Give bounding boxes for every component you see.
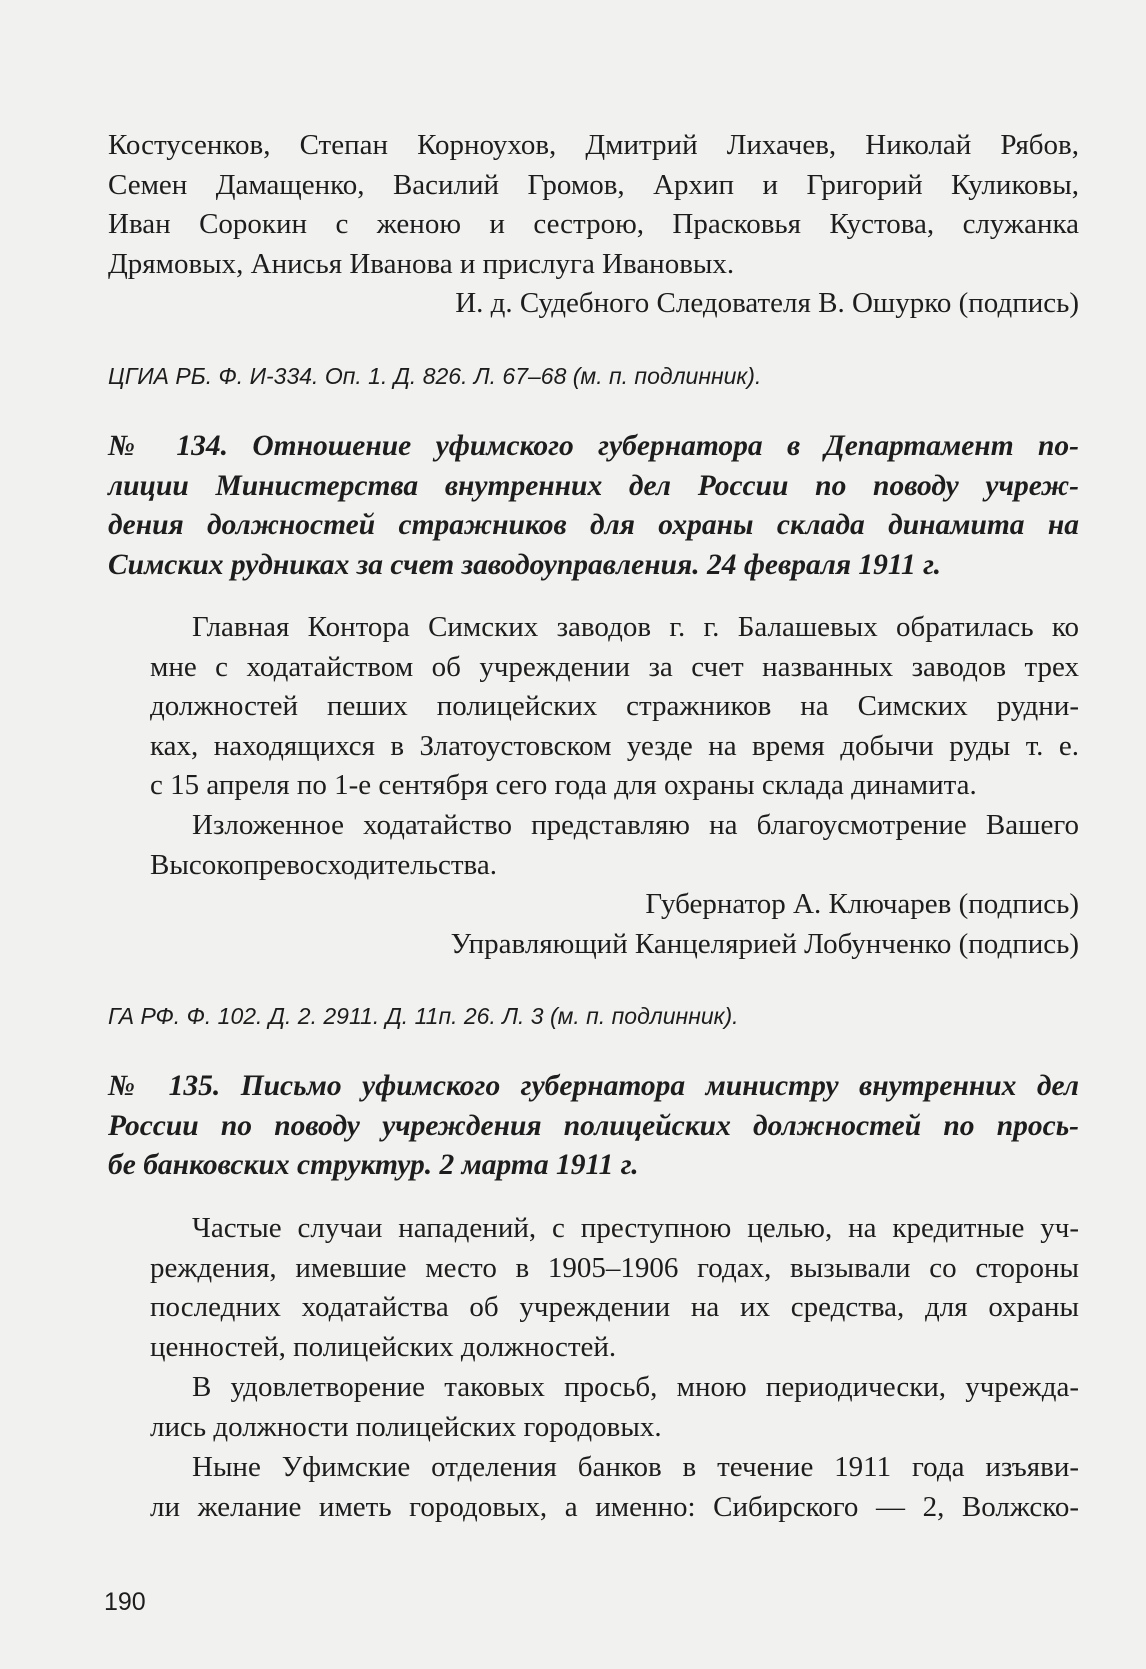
doc-134-paragraph-2 bbox=[108, 806, 1079, 885]
source-citation-1 bbox=[108, 361, 1079, 391]
text-line: ценностей, полицейских должностей. bbox=[150, 1330, 617, 1363]
text-line: с 15 апреля по 1-е сентября сего года для охраны склада динамита. bbox=[150, 769, 977, 801]
text-line: реждения, имевшие место в 1905–1906 годах, вызывали со стороны bbox=[150, 1251, 1079, 1284]
source-line: ЦГИА РБ. Ф. И-334. Оп. 1. Д. 826. Л. 67–68 (м. п. подлинник). bbox=[108, 363, 762, 389]
text-line: Иван Сорокин с женою и сестрою, Прасковья Кустова, служанка bbox=[108, 208, 1079, 240]
text-line: ли желание иметь городовых, а именно: Сибирского — 2, Волжско- bbox=[150, 1490, 1079, 1523]
source-citation-2 bbox=[108, 1001, 1079, 1031]
heading-line: бе банковских структур. 2 марта 1911 г. bbox=[108, 1149, 639, 1181]
text-line: В удовлетворение таковых просьб, мною периодически, учрежда- bbox=[192, 1371, 1079, 1403]
text-line: мне с ходатайством об учреждении за счет названных заводов трех bbox=[150, 650, 1079, 683]
text-line: Главная Контора Симских заводов г. г. Балашевых обратилась ко bbox=[192, 611, 1079, 643]
signature-line: Губернатор А. Ключарев (подпись) bbox=[645, 888, 1079, 920]
text-line: Частые случаи нападений, с преступною целью, на кредитные уч- bbox=[192, 1212, 1079, 1244]
text-line: Дрямовых, Анисья Иванова и прислуга Ивановых. bbox=[108, 247, 735, 280]
heading-line: России по поводу учреждения полицейских должностей по прось- bbox=[108, 1109, 1079, 1142]
text-line: должностей пеших полицейских стражников на Симских рудни- bbox=[150, 690, 1079, 722]
text-line: Ныне Уфимские отделения банков в течение 1911 года изъяви- bbox=[192, 1451, 1079, 1483]
heading-line: № 135. Письмо уфимского губернатора министру внутренних дел bbox=[108, 1070, 1079, 1102]
doc-135-paragraph-2 bbox=[108, 1368, 1079, 1447]
text-line: ках, находящихся в Златоустовском уезде на время добычи руды т. е. bbox=[150, 729, 1079, 762]
doc-135-paragraph-3 bbox=[108, 1448, 1079, 1527]
signature-line: Управляющий Канцелярией Лобунченко (подпись) bbox=[450, 927, 1079, 960]
signature-line: И. д. Судебного Следователя В. Ошурко (подпись) bbox=[455, 287, 1079, 319]
text-line: последних ходатайства об учреждении на их средства, для охраны bbox=[150, 1291, 1079, 1323]
heading-line: № 134. Отношение уфимского губернатора в Департамент по- bbox=[108, 430, 1079, 462]
doc-134-paragraph-1 bbox=[108, 608, 1079, 806]
heading-line: лиции Министерства внутренних дел России по поводу учреж- bbox=[108, 469, 1079, 502]
heading-line: Симских рудниках за счет заводоуправления. 24 февраля 1911 г. bbox=[108, 548, 942, 581]
text-line: Изложенное ходатайство представляю на благоусмотрение Вашего bbox=[192, 809, 1079, 841]
intro-signature bbox=[108, 284, 1079, 324]
doc-135-paragraph-1 bbox=[108, 1209, 1079, 1367]
heading-line: дения должностей стражников для охраны склада динамита на bbox=[108, 509, 1079, 541]
text-line: Высокопревосходительства. bbox=[150, 848, 497, 881]
doc-134-heading bbox=[108, 427, 1079, 585]
doc-135-heading bbox=[108, 1067, 1079, 1186]
page-number: 190 bbox=[104, 1588, 146, 1616]
text-line: Костусенков, Степан Корноухов, Дмитрий Лихачев, Николай Рябов, bbox=[108, 129, 1079, 161]
text-line: лись должности полицейских городовых. bbox=[150, 1410, 662, 1443]
doc-134-signatures bbox=[108, 885, 1079, 964]
text-line: Семен Дамащенко, Василий Громов, Архип и Григорий Куликовы, bbox=[108, 168, 1079, 201]
intro-paragraph bbox=[108, 126, 1079, 284]
source-line: ГА РФ. Ф. 102. Д. 2. 2911. Д. 11п. 26. Л. 3 (м. п. подлинник). bbox=[108, 1003, 739, 1029]
